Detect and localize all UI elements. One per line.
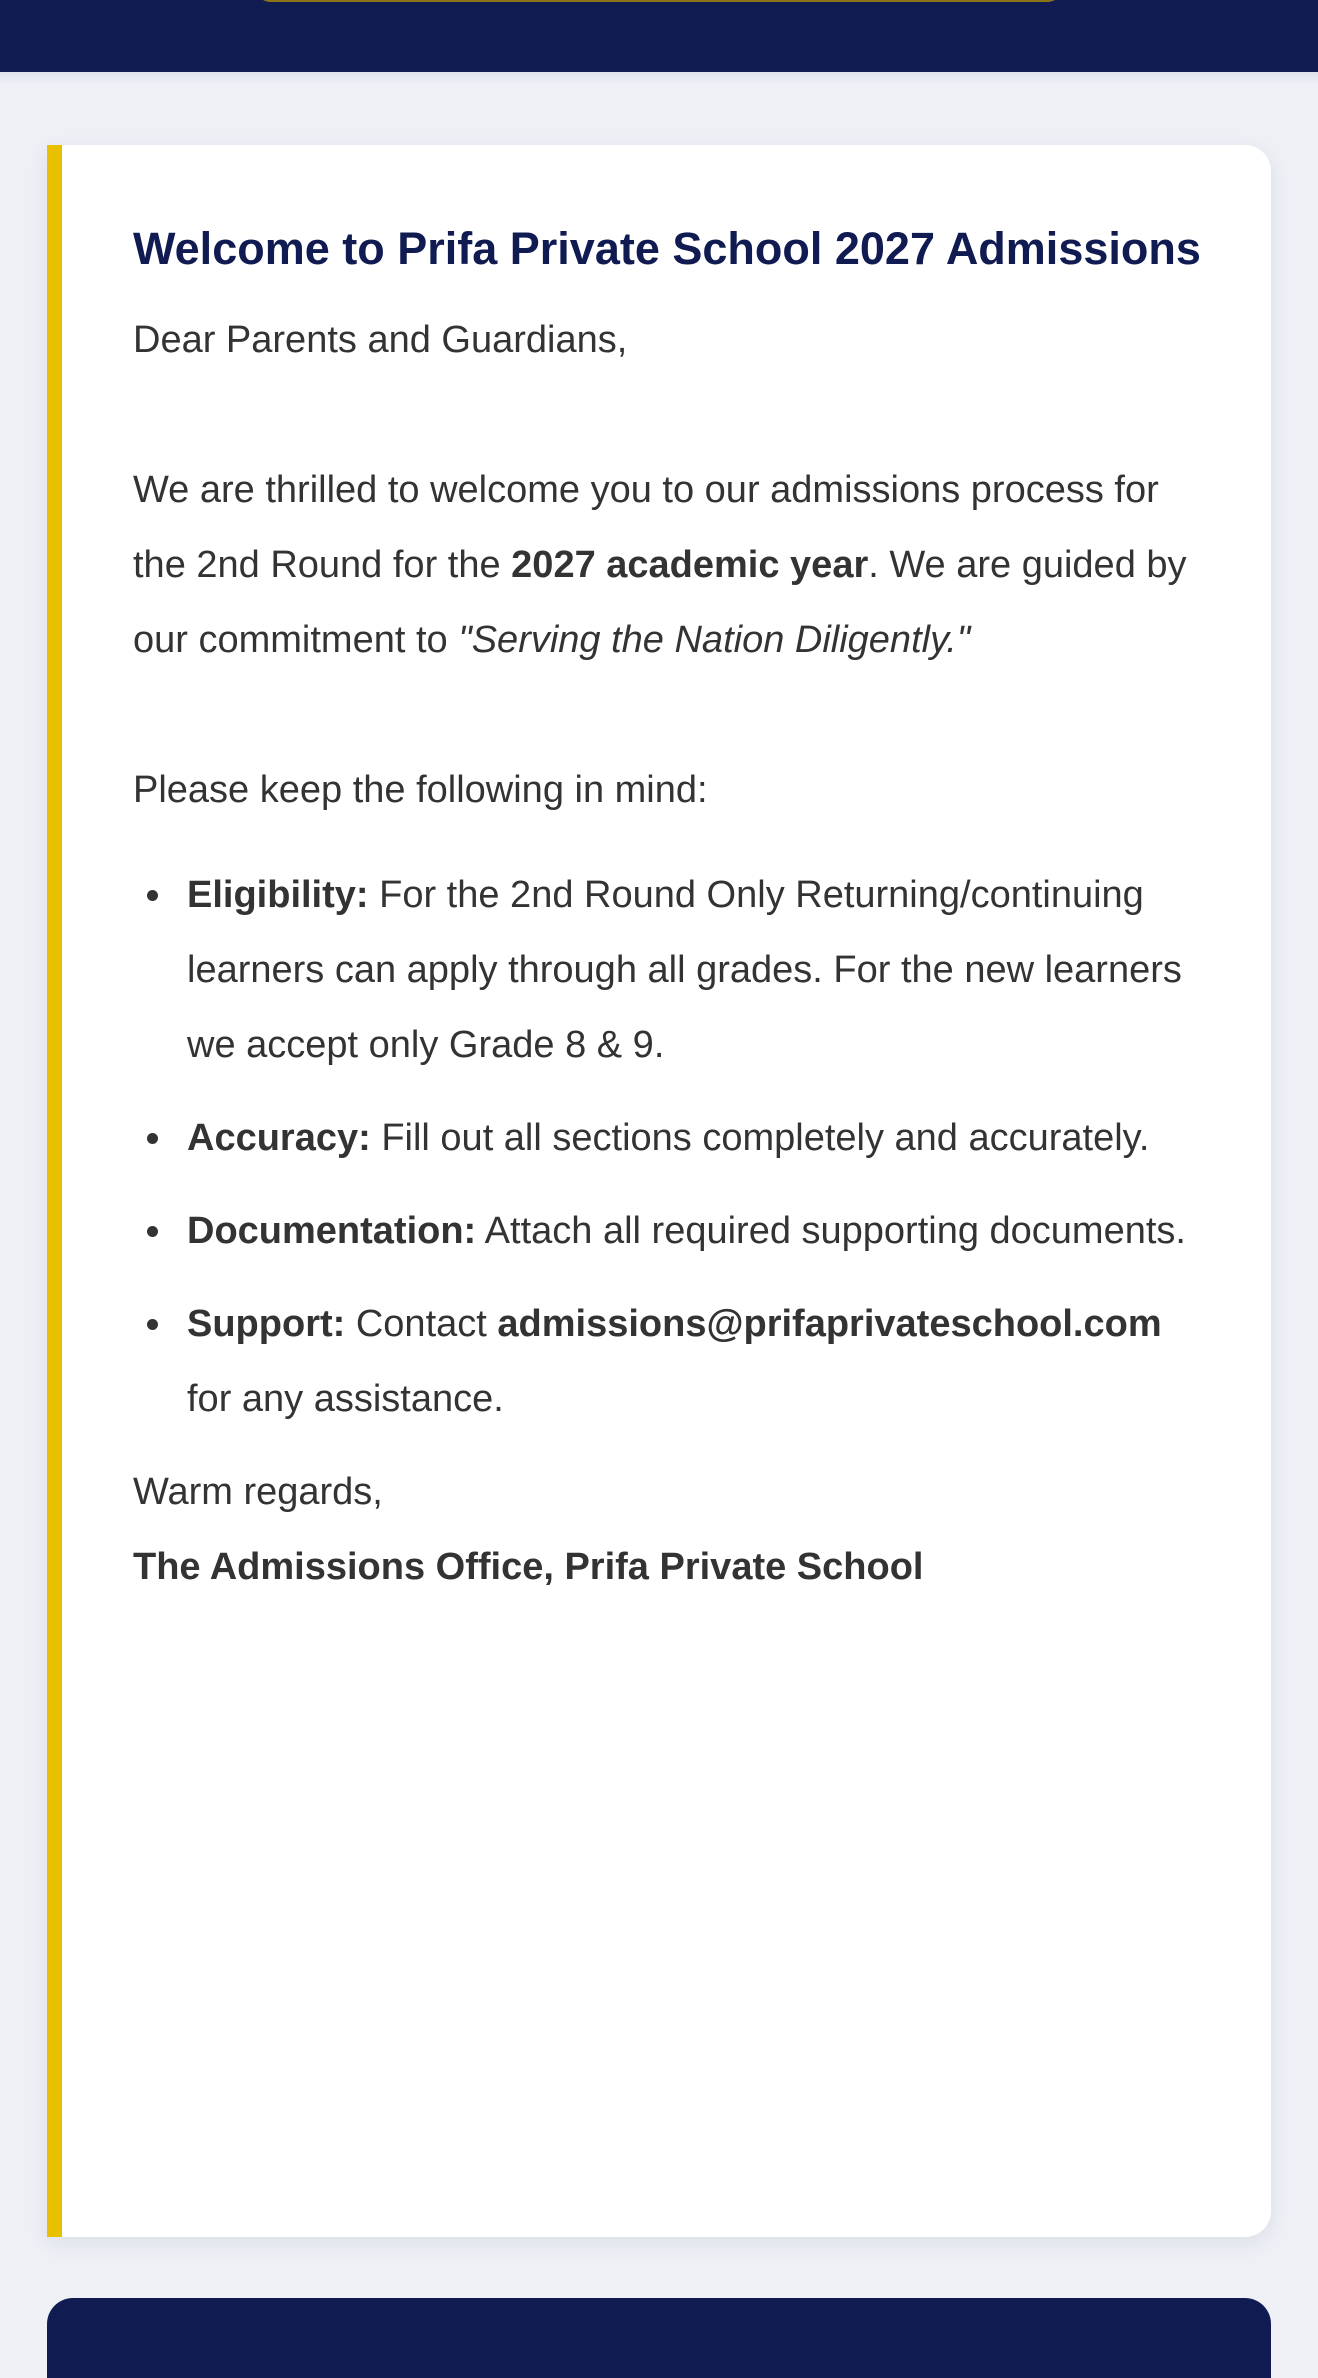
- welcome-title: Welcome to Prifa Private School 2027 Admissions: [133, 223, 1201, 274]
- support-label: Support:: [187, 1303, 346, 1345]
- intro-text-commitment: . We are guided by our commitment to: [133, 544, 1187, 661]
- header-pill-button[interactable]: [255, 0, 1063, 2]
- intro-paragraph: [133, 453, 1201, 678]
- intro-text-start: We are thrilled to welcome you to our admissions process for the 2nd Round for the: [133, 469, 1159, 586]
- documentation-label: Documentation:: [187, 1210, 477, 1252]
- list-item-accuracy: [187, 1101, 1201, 1176]
- signoff-text: Warm regards,: [133, 1471, 383, 1513]
- greeting-text: Dear Parents and Guardians,: [133, 319, 628, 361]
- welcome-card: [47, 145, 1271, 2237]
- school-motto: "Serving the Nation Diligently.": [458, 619, 971, 661]
- accuracy-label: Accuracy:: [187, 1117, 371, 1159]
- list-intro-text: Please keep the following in mind:: [133, 769, 708, 811]
- eligibility-text: For the 2nd Round Only Returning/continuing learners can apply through all grades. For the new learners we accept only Grade 8 & 9.: [187, 874, 1182, 1066]
- list-item-support: [187, 1287, 1201, 1437]
- list-item-documentation: [187, 1194, 1201, 1269]
- accuracy-text: Fill out all sections completely and accurately.: [370, 1117, 1150, 1159]
- guidelines-list: [133, 858, 1201, 1437]
- welcome-message: [133, 303, 1201, 1605]
- academic-year-highlight: 2027 academic year: [511, 544, 869, 586]
- admissions-email: admissions@prifaprivateschool.com: [497, 1303, 1162, 1345]
- support-text-start: Contact: [345, 1303, 498, 1345]
- header-shadow: [0, 72, 1318, 84]
- support-text-end: for any assistance.: [187, 1378, 504, 1420]
- list-item-eligibility: [187, 858, 1201, 1083]
- eligibility-label: Eligibility:: [187, 874, 369, 916]
- header-bar: [0, 0, 1318, 72]
- documentation-text: Attach all required supporting documents.: [476, 1210, 1186, 1252]
- signature-text: The Admissions Office, Prifa Private School: [133, 1546, 924, 1588]
- next-section-panel: [47, 2298, 1271, 2378]
